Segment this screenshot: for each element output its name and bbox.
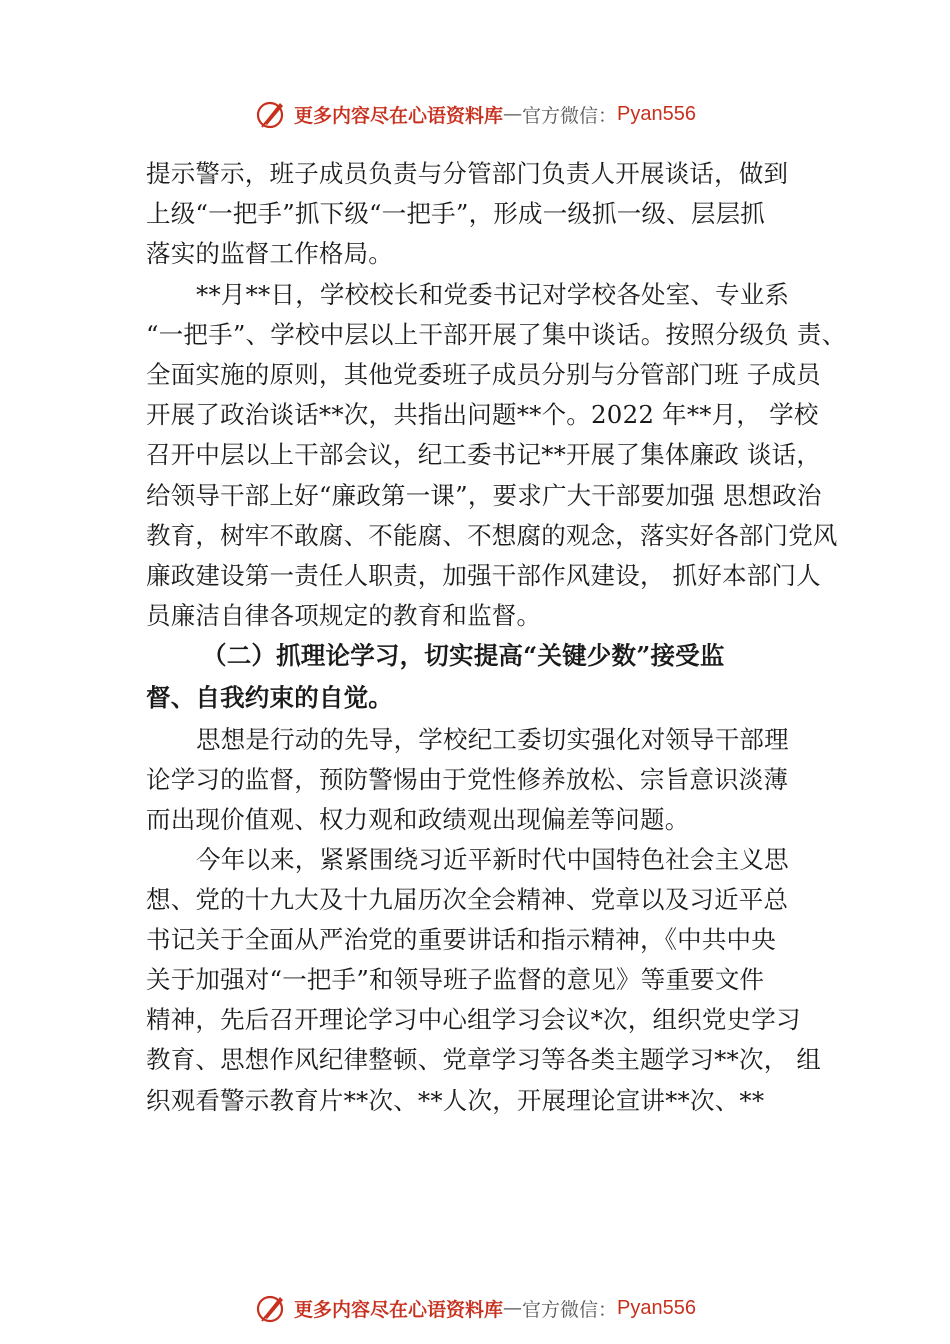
text-line: “一把手”、学校中层以上干部开展了集中谈话。按照分级负 责、 (146, 320, 847, 349)
watermark-main-text: 更多内容尽在心语资料库 (294, 104, 504, 127)
watermark-main-text: 更多内容尽在心语资料库 (294, 1298, 504, 1321)
text-line: 论学习的监督，预防警惕由于党性修养放松、宗旨意识淡薄 (146, 765, 789, 794)
text-line: 书记关于全面从严治党的重要讲话和指示精神，《中共中央 (146, 925, 776, 954)
quill-circle-logo-icon (254, 1291, 288, 1325)
text-line: 而出现价值观、权力观和政绩观出现偏差等问题。 (146, 805, 690, 834)
watermark-dash: — (503, 1297, 523, 1319)
watermark-dash: — (503, 103, 523, 125)
text-line: 上级“一把手”抓下级“一把手”，形成一级抓一级、层层抓 (146, 199, 765, 228)
quill-circle-logo-icon (254, 97, 288, 131)
text-line: **月**日，学校校长和党委书记对学校各处室、专业系 (196, 280, 790, 309)
section-heading-cont: 督、自我约束的自觉。 (146, 683, 393, 712)
text-line: 落实的监督工作格局。 (146, 239, 393, 268)
footer-watermark (0, 1288, 950, 1328)
text-line: 今年以来，紧紧围绕习近平新时代中国特色社会主义思 (196, 845, 789, 874)
text-line: 思想是行动的先导，学校纪工委切实强化对领导干部理 (196, 725, 789, 754)
header-watermark (0, 94, 950, 134)
text-line: 教育，树牢不敢腐、不能腐、不想腐的观念，落实好各部门党风 (146, 521, 838, 550)
watermark-label: 官方微信： (522, 1298, 618, 1321)
text-line: 织观看警示教育片**次、**人次，开展理论宣讲**次、** (146, 1086, 765, 1115)
text-line: 关于加强对“一把手”和领导班子监督的意见》等重要文件 (146, 965, 765, 994)
text-line: 廉政建设第一责任人职责，加强干部作风建设， 抓好本部门人 (146, 561, 821, 590)
text-line: 召开中层以上干部会议，纪工委书记**开展了集体廉政 谈话， (146, 440, 822, 469)
watermark-wechat-id: Pyan556 (617, 1296, 696, 1319)
text-line: 精神，先后召开理论学习中心组学习会议*次，组织党史学习 (146, 1005, 801, 1034)
watermark-wechat-id: Pyan556 (617, 102, 696, 125)
section-heading: （二）抓理论学习，切实提高“关键少数”接受监 (202, 641, 725, 670)
text-line: 员廉洁自律各项规定的教育和监督。 (146, 601, 542, 630)
text-line: 想、党的十九大及十九届历次全会精神、党章以及习近平总 (146, 885, 789, 914)
text-line: 教育、思想作风纪律整顿、党章学习等各类主题学习**次， 组 (146, 1045, 822, 1074)
text-line: 提示警示，班子成员负责与分管部门负责人开展谈话，做到 (146, 159, 789, 188)
watermark-label: 官方微信： (522, 104, 618, 127)
text-line: 全面实施的原则，其他党委班子成员分别与分管部门班 子成员 (146, 360, 821, 389)
text-line: 开展了政治谈话**次，共指出问题**个。2022 年**月， 学校 (146, 400, 819, 429)
text-line: 给领导干部上好“廉政第一课”，要求广大干部要加强 思想政治 (146, 481, 822, 510)
